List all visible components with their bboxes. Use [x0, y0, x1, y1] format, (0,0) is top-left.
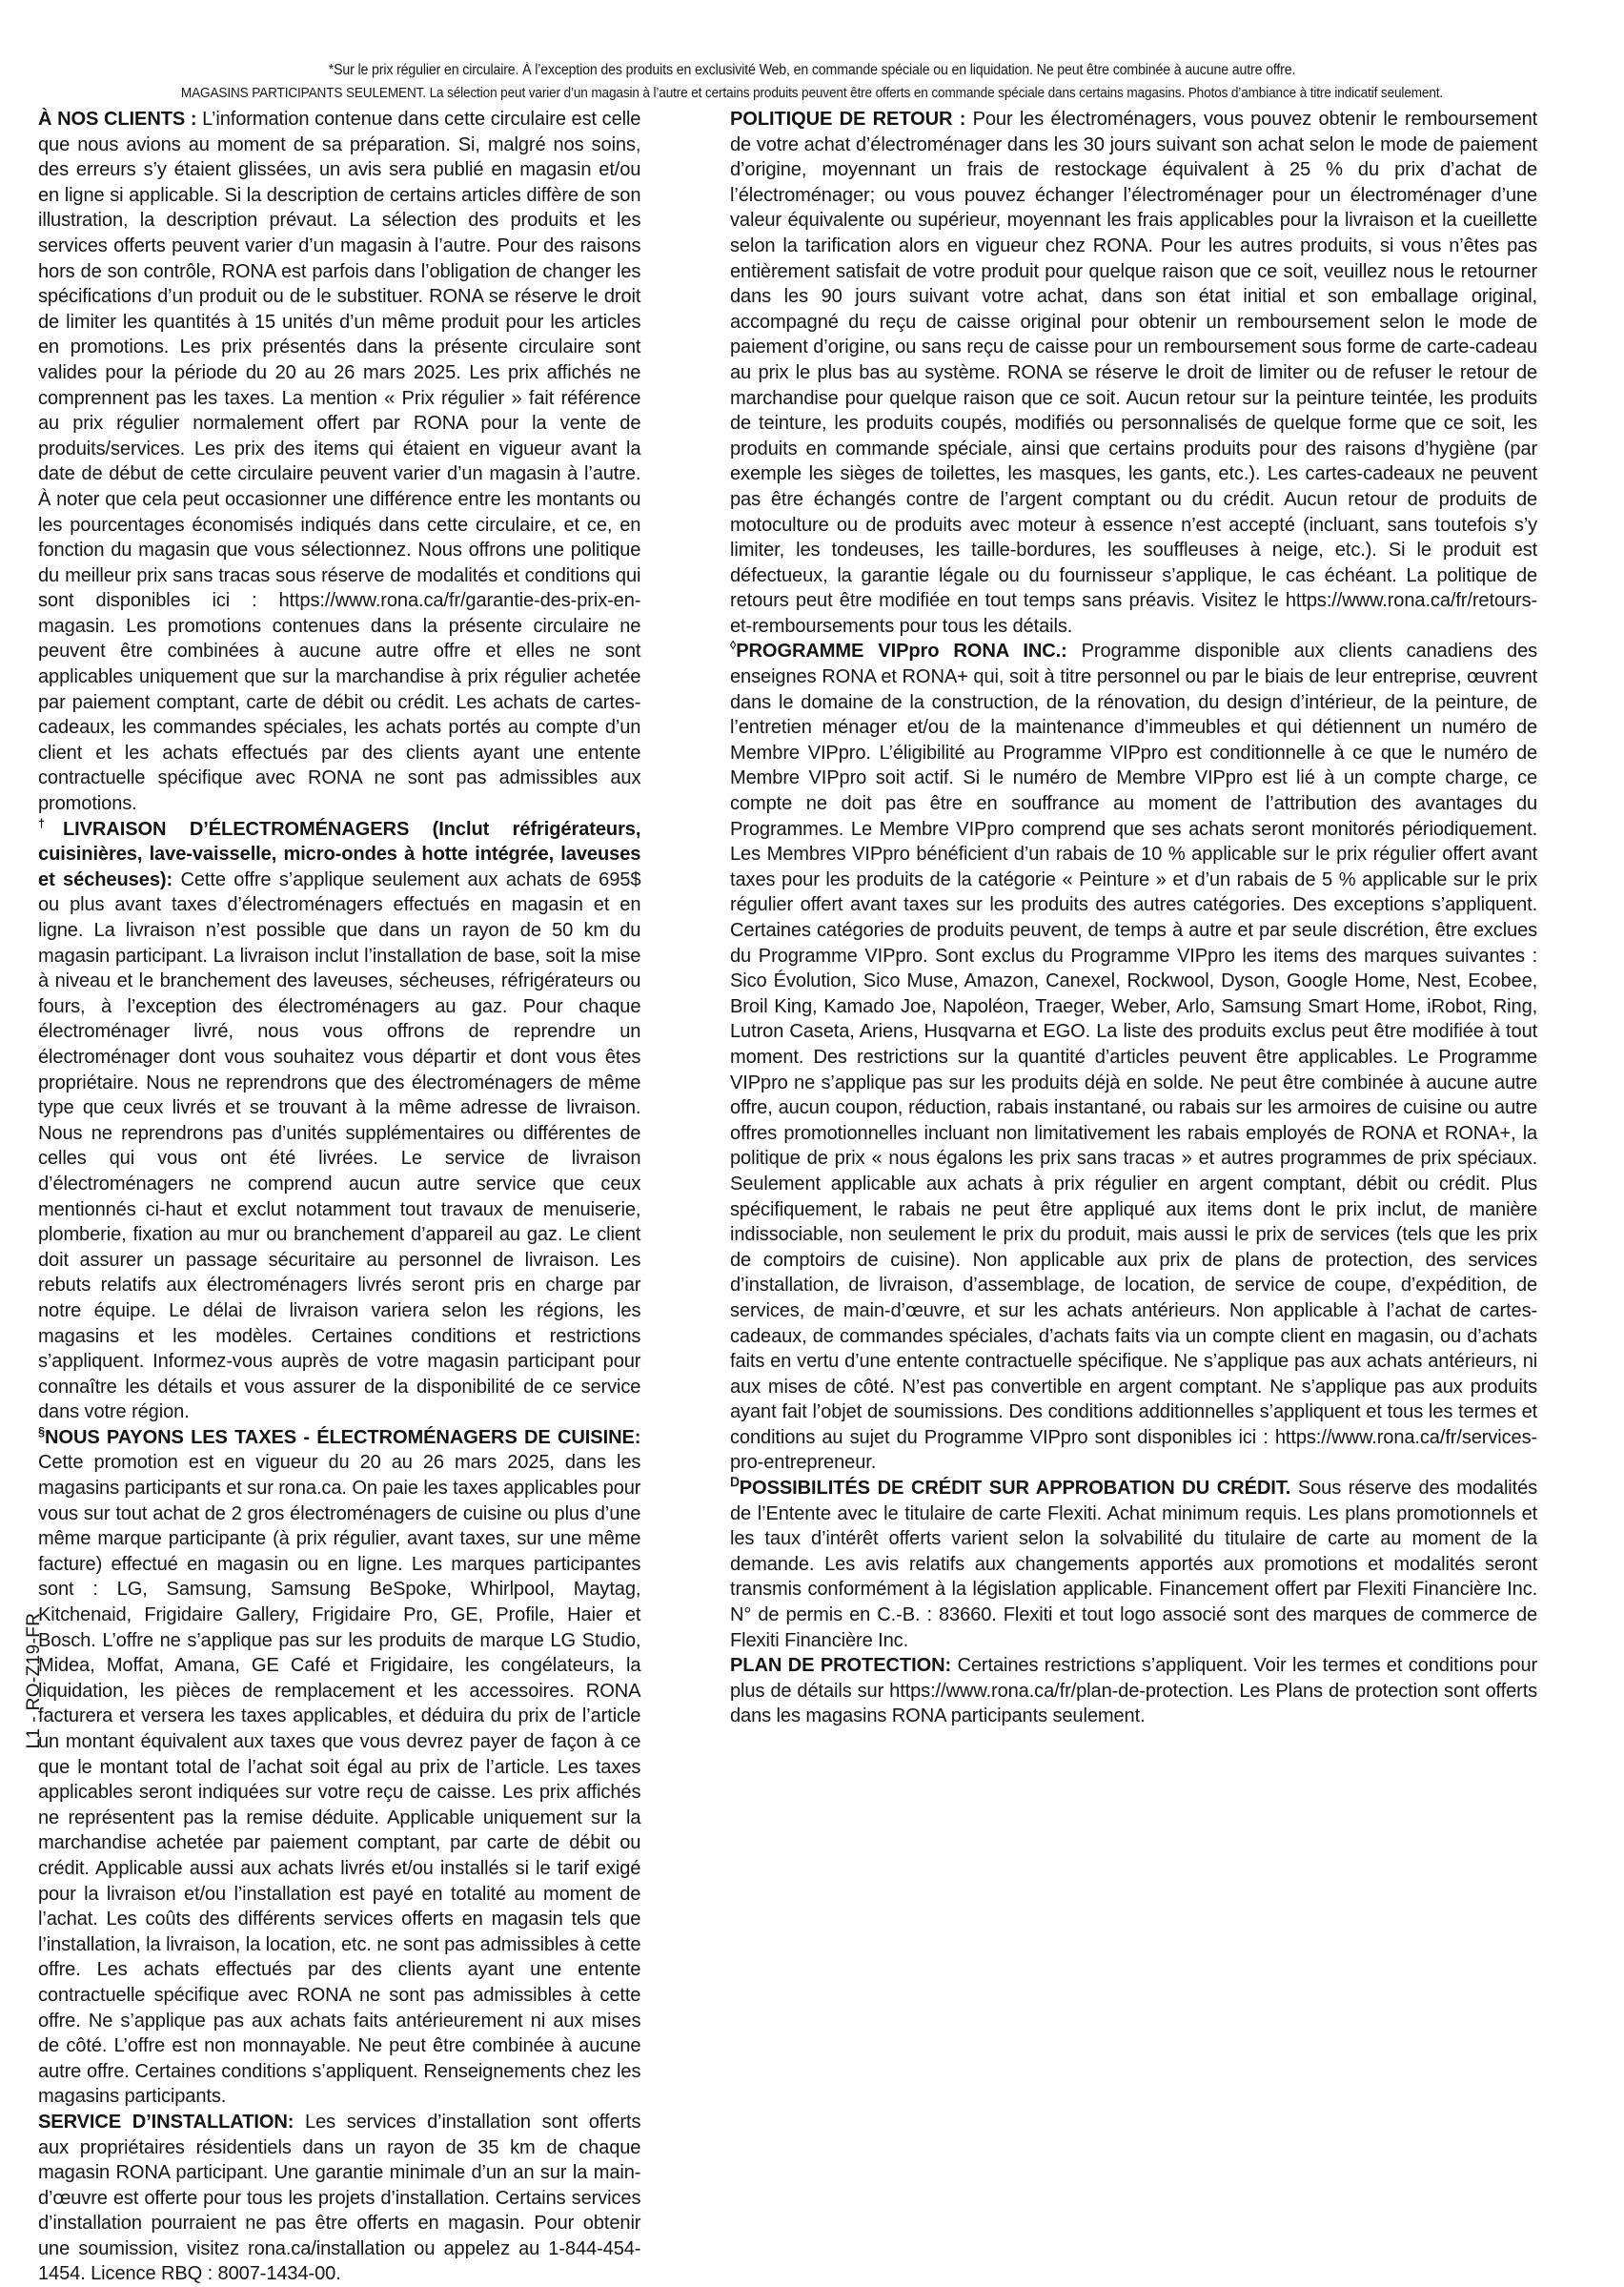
side-reference-code: L1 - RO-Z19-FR [24, 1612, 44, 1749]
section-heading: À NOS CLIENTS : [38, 109, 197, 130]
section-body: Les services d’installation sont offerts aux propriétaires résidentiels dans un rayon de 35 km de chaque magasin RONA participant. Une garantie minimale d’un an sur la main-d’œuvre est offerte pour tous les projets d’installation. Certains services d’installation pourraient ne pas être offerts en magasin. Pour obtenir une soumission, visitez rona.ca/installation ou appelez au 1-844-454-1454. Licence RBQ : 8007-1434-00. [38, 2111, 641, 2285]
section-programme-vippro [730, 639, 1537, 1476]
section-marker: Ⅾ [730, 1475, 740, 1490]
section-possibilites-de-credit [730, 1476, 1537, 1653]
top-fine-print [34, 59, 1590, 105]
section-a-nos-clients [38, 107, 640, 817]
left-column [38, 107, 650, 2287]
right-column [730, 107, 1550, 2287]
section-politique-de-retour [730, 107, 1537, 639]
section-body: Sous réserve des modalités de l’Entente avec le titulaire de carte Flexiti. Achat minimum requis. Les plans promotionnels et les taux d’intérêt offerts varient selon la solvabilité du titulaire de carte au moment de la demande. Les avis relatifs aux changements apportés aux promotions et modalités seront transmis conformément à la législation applicable. Financement offert par Flexiti Financière Inc. N° de permis en C.-B. : 83660. Flexiti et tout logo associé sont des marques de commerce de Flexiti Financière Inc. [730, 1478, 1538, 1651]
fine-print-line-1: *Sur le prix régulier en circulaire. À l’exception des produits en exclusivité Web, en commande spéciale ou en liquidation. Ne peut être combinée à aucune autre offre. [328, 62, 1296, 78]
section-marker: § [38, 1424, 46, 1440]
fine-print-line-2: MAGASINS PARTICIPANTS SEULEMENT. La sélection peut varier d’un magasin à l’autre et certains produits peuvent être offerts en commande spéciale dans certains magasins. Photos d’ambiance à titre indicatif seulement. [180, 85, 1444, 101]
section-body: Certaines restrictions s’appliquent. Voir les termes et conditions pour plus de détails sur https://www.rona.ca/fr/plan-de-protection. Les Plans de protection sont offerts dans les magasins RONA participants seulement. [730, 1655, 1538, 1727]
legal-text-columns [38, 107, 1590, 2287]
section-nous-payons-les-taxes [38, 1425, 640, 2110]
section-body: Programme disponible aux clients canadiens des enseignes RONA et RONA+ qui, soit à titre personnel ou par le biais de leur entreprise, œuvrent dans le domaine de la construction, de la rénovation, du design d’intérieur, de la peinture, de l’entretien ménager et/ou de la maintenance d’immeubles et qui détiennent un numéro de Membre VIPpro. L’éligibilité au Programme VIPpro est conditionnelle à ce que le numéro de Membre VIPpro soit actif. Si le numéro de Membre VIPpro est lié à un compte charge, ce compte ne doit pas être en souffrance au moment de l’attribution des avantages du Programmes. Le Membre VIPpro comprend que ses achats seront monitorés périodiquement. Les Membres VIPpro bénéficient d’un rabais de 10 % applicable sur le prix régulier offert avant taxes pour les produits de la catégorie « Peinture » et d’un rabais de 5 % applicable sur le prix régulier offert avant taxes sur les produits des autres catégories. Des exceptions s’appliquent. Certaines catégories de produits peuvent, de temps à autre et par seule discrétion, être exclues du Programme VIPpro. Sont exclus du Programme VIPpro les items des marques suivantes : Sico Évolution, Sico Muse, Amazon, Canexel, Rockwool, Dyson, Google Home, Nest, Ecobee, Broil King, Kamado Joe, Napoléon, Traeger, Weber, Arlo, Samsung Smart Home, iRobot, Ring, Lutron Caseta, Ariens, Husqvarna et EGO. La liste des produits exclus peut être modifiée à tout moment. Des restrictions sur la quantité d’articles peuvent être applicables. Le Programme VIPpro ne s’applique pas sur les produits déjà en solde. Ne peut être combinée à aucune autre offre, aucun coupon, réduction, rabais instantané, ou rabais sur les armoires de cuisine ou autre offres promotionnelles incluant non limitativement les rabais employés de RONA et RONA+, la politique de prix « nous égalons les prix sans tracas » et autres programmes de prix spéciaux. Seulement applicable aux achats à prix régulier en argent comptant, débit ou crédit. Plus spécifiquement, le rabais ne peut être appliqué aux items dont le prix inclut, de manière indissociable, non seulement le prix du produit, mais aussi le prix de services (tels que les prix de comptoirs de cuisine). Non applicable aux prix de plans de protection, des services d’installation, de livraison, d’assemblage, de location, de service de coupe, d’expédition, de services, de main-d’œuvre, et sur les achats antérieurs. Non applicable à l’achat de cartes-cadeaux, de commandes spéciales, d’achats faits via un compte client en magasin, ou d’achats faits en vertu d’une entente contractuelle spécifique. Ne s’applique pas aux achats antérieurs, ni aux mises de côté. N’est pas convertible en argent comptant. Ne s’applique pas aux produits ayant fait l’objet de soumissions. Des conditions additionnelles s’appliquent et tous les termes et conditions au sujet du Programme VIPpro sont disponibles ici : https://www.rona.ca/fr/services-pro-entrepreneur. [730, 641, 1538, 1474]
section-service-installation [38, 2110, 640, 2287]
section-heading: PLAN DE PROTECTION: [730, 1655, 952, 1677]
section-heading: PROGRAMME VIPpro RONA INC.: [736, 641, 1067, 663]
section-marker: ◊ [730, 638, 737, 653]
section-body: Cette offre s’applique seulement aux achats de 695$ ou plus avant taxes d’électroménagers effectués en magasin et en ligne. La livraison n’est possible que dans un rayon de 50 km du magasin participant. La livraison inclut l’installation de base, soit la mise à niveau et le branchement des laveuses, sécheuses, réfrigérateurs ou fours, à l’exception des électroménagers au gaz. Pour chaque électroménager livré, nous vous offrons de reprendre un électroménager dont vous souhaitez vous départir et dont vous êtes propriétaire. Nous ne reprendrons que des électroménagers de même type que ceux livrés et se trouvant à la même adresse de livraison. Nous ne reprendrons pas d’unités supplémentaires ou différentes de celles qui vous ont été livrées. Le service de livraison d’électroménagers ne comprend aucun autre service que ceux mentionnés ci-haut et exclut notamment tout travaux de menuiserie, plomberie, fixation au mur ou branchement d’appareil au gaz. Le client doit assurer un passage sécuritaire au personnel de livraison. Les rebuts relatifs aux électroménagers livrés seront pris en charge par notre équipe. Le délai de livraison variera selon les régions, les magasins et les modèles. Certaines conditions et restrictions s’appliquent. Informez-vous auprès de votre magasin participant pour connaître les détails et vous assurer de la disponibilité de ce service dans votre région. [38, 868, 641, 1423]
section-heading: SERVICE D’INSTALLATION: [38, 2111, 294, 2133]
section-marker: † [38, 815, 63, 830]
section-livraison-electromenagers [38, 817, 640, 1425]
section-heading: NOUS PAYONS LES TAXES - ÉLECTROMÉNAGERS DE CUISINE: [45, 1426, 641, 1448]
section-body: L’information contenue dans cette circulaire est celle que nous avions au moment de sa préparation. Si, malgré nos soins, des erreurs s’y étaient glissées, un avis sera publié en magasin et/ou en ligne si applicable. Si la description de certains articles diffère de son illustration, la description prévaut. La sélection des produits et les services offerts peuvent varier d’un magasin à l’autre. Pour des raisons hors de son contrôle, RONA est parfois dans l’obligation de changer les spécifications d’un produit ou de le substituer. RONA se réserve le droit de limiter les quantités à 15 unités d’un même produit pour les articles en promotions. Les prix présentés dans la présente circulaire sont valides pour la période du 20 au 26 mars 2025. Les prix affichés ne comprennent pas les taxes. La mention « Prix régulier » fait référence au prix régulier normalement offert par RONA pour la vente de produits/services. Les prix des items qui étaient en vigueur avant la date de début de cette circulaire peuvent varier d’un magasin à l’autre. À noter que cela peut occasionner une différence entre les montants ou les pourcentages économisés indiqués dans cette circulaire, et ce, en fonction du magasin que vous sélectionnez. Nous offrons une politique du meilleur prix sans tracas sous réserve de modalités et conditions qui sont disponibles ici : https://www.rona.ca/fr/garantie-des-prix-en-magasin. Les promotions contenues dans la présente circulaire ne peuvent être combinées à aucune autre offre et elles ne sont applicables uniquement que sur la marchandise à prix régulier achetée par paiement comptant, carte de débit ou crédit. Les achats de cartes-cadeaux, les commandes spéciales, les achats portés au compte d’un client et les achats effectués par des clients ayant une entente contractuelle spécifique avec RONA ne sont pas admissibles aux promotions. [38, 109, 641, 815]
section-heading: LIVRAISON D’ÉLECTROMÉNAGERS (Inclut réfrigérateurs, cuisinières, lave-vaisselle, micro-ondes à hotte intégrée, laveuses et sécheuses): [38, 818, 641, 890]
section-heading: POSSIBILITÉS DE CRÉDIT SUR APPROBATION DU CRÉDIT. [739, 1478, 1291, 1500]
section-heading: POLITIQUE DE RETOUR : [730, 109, 966, 130]
section-body: Cette promotion est en vigueur du 20 au 26 mars 2025, dans les magasins participants et sur rona.ca. On paie les taxes applicables pour vous sur tout achat de 2 gros électroménagers de cuisine ou plus d’une même marque participante (à prix régulier, avant taxes, sur une même facture) effectué en magasin ou en ligne. Les marques participantes sont : LG, Samsung, Samsung BeSpoke, Whirlpool, Maytag, Kitchenaid, Frigidaire Gallery, Frigidaire Pro, GE, Profile, Haier et Bosch. L’offre ne s’applique pas sur les produits de marque LG Studio, Midea, Moffat, Amana, GE Café et Frigidaire, les congélateurs, la liquidation, les pièces de remplacement et les accessoires. RONA facturera et versera les taxes applicables, et déduira du prix de l’article un montant équivalent aux taxes que vous devrez payer de façon à ce que le montant total de l’achat soit égal au prix de l’article. Les taxes applicables seront indiquées sur votre reçu de caisse. Les prix affichés ne représentent pas la remise déduite. Applicable uniquement sur la marchandise achetée par paiement comptant, par carte de débit ou crédit. Applicable aussi aux achats livrés et/ou installés si le tarif exigé pour la livraison et/ou l’installation est payé en totalité au moment de l’achat. Les coûts des différents services offerts en magasin tels que l’installation, la livraison, la location, etc. ne sont pas admissibles à cette offre. Les achats effectués par des clients ayant une entente contractuelle spécifique avec RONA ne sont pas admissibles à cette offre. Ne s’applique pas aux achats faits antérieurement ni aux mises de côté. L’offre est non monnayable. Ne peut être combinée à aucune autre offre. Certaines conditions s’appliquent. Renseignements chez les magasins participants. [38, 1452, 641, 2108]
section-body: Pour les électroménagers, vous pouvez obtenir le remboursement de votre achat d’électroménager dans les 30 jours suivant son achat selon le mode de paiement d’origine, moyennant un frais de restockage équivalent à 25 % du prix d’achat de l’électroménager; ou vous pouvez échanger l’électroménager pour un électroménager d’une valeur équivalente ou supérieur, moyennant les frais applicables pour la livraison et la cueillette selon la tarification alors en vigueur chez RONA. Pour les autres produits, si vous n’êtes pas entièrement satisfait de votre produit pour quelque raison que ce soit, veuillez nous le retourner dans les 90 jours suivant votre achat, dans son état initial et son emballage original, accompagné du reçu de caisse original pour obtenir un remboursement selon le mode de paiement d’origine, ou sans reçu de caisse pour un remboursement sous forme de carte-cadeau au prix le plus bas au système. RONA se réserve le droit de limiter ou de refuser le retour de marchandise pour quelque raison que ce soit. Aucun retour sur la peinture teintée, les produits de teinture, les produits coupés, modifiés ou personnalisés de quelque forme que ce soit, les produits en commande spéciale, ainsi que certains produits pour des raisons d’hygiène (par exemple les sièges de toilettes, les masques, les gants, etc.). Les cartes-cadeaux ne peuvent pas être échangés contre de l’argent comptant ou du crédit. Aucun retour de produits de motoculture ou de produits avec moteur à essence n’est accepté (incluant, sans toutefois s’y limiter, les tondeuses, les taille-bordures, les souffleuses à neige, etc.). Si le produit est défectueux, la garantie légale ou du fournisseur s’applique, le cas échéant. La politique de retours peut être modifiée en tout temps sans préavis. Visitez le https://www.rona.ca/fr/retours-et-remboursements pour tous les détails. [730, 109, 1538, 637]
section-plan-de-protection [730, 1653, 1537, 1729]
